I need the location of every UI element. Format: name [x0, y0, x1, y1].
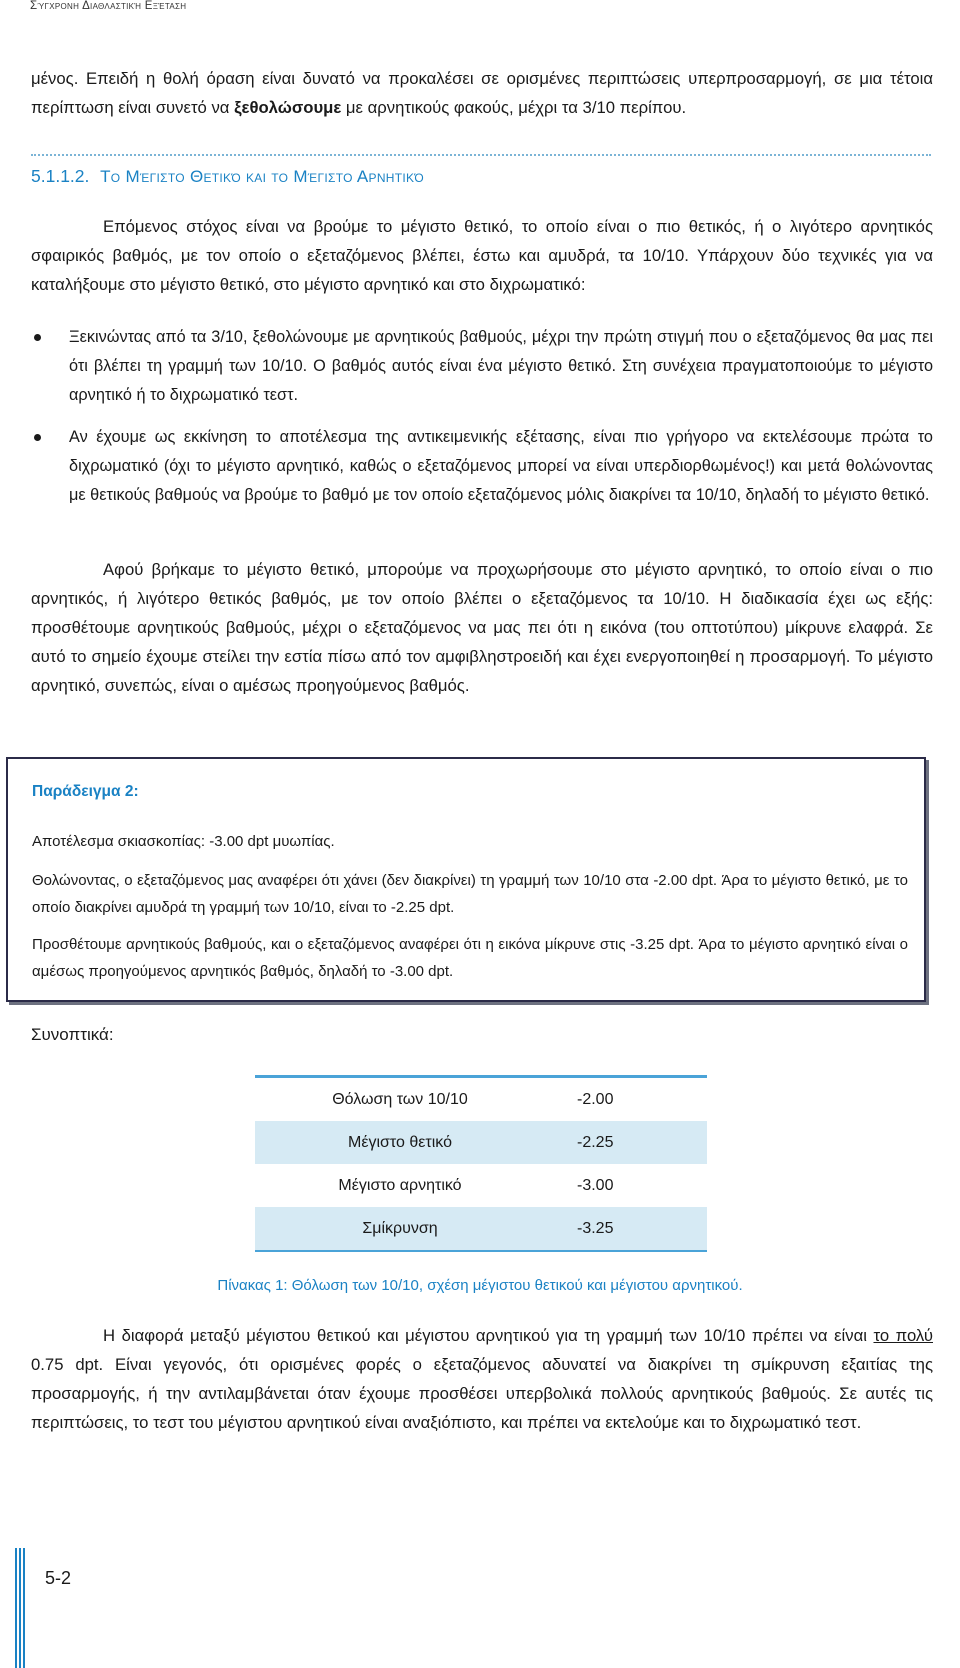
example-line-3: Προσθέτουμε αρνητικούς βαθμούς, και ο εξεταζόμενος αναφέρει ότι η εικόνα μίκρυνε στις -3.25 dpt. Άρα το μέγιστο αρνητικό είναι ο αμέσως προηγούμενος αρνητικός βαθμός, δηλαδή το -3.00 dpt. — [32, 936, 908, 980]
section-title: Το Μέγιστο Θετικό και το Μέγιστο Αρνητικό — [100, 167, 424, 186]
example-box — [6, 757, 926, 1002]
bullet-icon — [34, 334, 41, 341]
list-item-text: Ξεκινώντας από τα 3/10, ξεθολώνουμε με αρνητικούς βαθμούς, μέχρι την πρώτη στιγμή που ο εξεταζόμενος θα μας πει ότι βλέπει τη γραμμή των 10/10. Ο βαθμός αυτός είναι ένα μέγιστο θετικό. Στη συνέχεια πραγματοποιούμε το μέγιστο αρνητικό ή το διχρωματικό τεστ. — [69, 328, 933, 404]
table-cell-name: Θόλωση των 10/10 — [332, 1090, 468, 1108]
example-line-1: Αποτέλεσμα σκιασκοπίας: -3.00 dpt μυωπίας. — [32, 833, 335, 850]
table-cell-name: Μέγιστο αρνητικό — [338, 1176, 462, 1194]
paragraph-difference — [31, 1321, 933, 1437]
example-title: Παράδειγμα 2: — [32, 783, 139, 800]
list-item-text: Αν έχουμε ως εκκίνηση το αποτέλεσμα της αντικειμενικής εξέτασης, είναι πιο γρήγορο να εκτελέσουμε πρώτα το διχρωματικό (όχι το μέγιστο αρνητικό, καθώς ο εξεταζόμενος μπορεί να είναι υπερδιορθωμένος!) και μετά θολώνοντας με θετικούς βαθμούς να βρούμε το βαθμό με τον οποίο εξεταζόμενος μόλις διακρίνει τα 10/10, δηλαδή το μέγιστο θετικό. — [69, 428, 933, 504]
table-row — [255, 1077, 707, 1122]
table-row — [255, 1164, 707, 1207]
table-cell-value: -2.00 — [577, 1090, 614, 1108]
summary-table — [255, 1075, 707, 1252]
intro-paragraph — [31, 64, 933, 122]
table-row — [255, 1121, 707, 1164]
bullet-icon — [34, 434, 41, 441]
footer-decoration — [15, 1548, 35, 1668]
running-header: Σύγχρονη Διαθλαστική Εξέταση — [30, 0, 187, 12]
difference-text-end: 0.75 dpt. Είναι γεγονός, ότι ορισμένες φορές ο εξεταζόμενος αδυνατεί να διακρίνει τη σμίκρυνση εξαιτίας της προσαρμογής, ή την αντιλαμβάνεται όταν έχουμε προσθέσει υπερβολικά πολλούς αρνητικούς βαθμούς. Σε αυτές τις περιπτώσεις, το τεστ του μέγιστου αρνητικού είναι αναξιόπιστο, και πρέπει να εκτελούμε και το διχρωματικό τεστ. — [31, 1355, 933, 1432]
intro-bold-term: ξεθολώσουμε — [234, 98, 342, 117]
table-cell-value: -3.25 — [545, 1207, 707, 1251]
paragraph-maximum-negative: Αφού βρήκαμε το μέγιστο θετικό, μπορούμε να προχωρήσουμε στο μέγιστο αρνητικό, το οποίο είναι ο πιο αρνητικός, ή λιγότερο θετικός βαθμός, με τον οποίο βλέπει ο εξεταζόμενος τα 10/10. Η διαδικασία έχει ως εξής: προσθέτουμε αρνητικούς βαθμούς, μέχρι ο εξεταζόμενος να μας πει ότι η εικόνα (του οπτοτύπου) μίκρυνε ελαφρά. Σε αυτό το σημείο έχουμε στείλει την εστία πίσω από τον αμφιβληστροειδή και έχει ενεργοποιηθεί η προσαρμογή. Το μέγιστο αρνητικό, συνεπώς, είναι ο αμέσως προηγούμενος βαθμός. — [31, 560, 933, 695]
table-cell-value: -2.25 — [545, 1121, 707, 1164]
page-number: 5-2 — [45, 1568, 72, 1588]
technique-list — [31, 323, 933, 523]
section-heading — [31, 154, 931, 196]
table-cell-name: Μέγιστο θετικό — [255, 1121, 545, 1164]
section-number: 5.1.1.2. — [31, 166, 90, 186]
paragraph-maximum-positive: Επόμενος στόχος είναι να βρούμε το μέγιστο θετικό, το οποίο είναι ο πιο θετικός, ή ο λιγότερο αρνητικός σφαιρικός βαθμός, με τον οποίο ο εξεταζόμενος βλέπει, έστω και αμυδρά, τα 10/10. Υπάρχουν δύο τεχνικές για να καταλήξουμε στο μέγιστο θετικό, στο μέγιστο αρνητικό και στο διχρωματικό: — [31, 217, 933, 294]
example-line-2: Θολώνοντας, ο εξεταζόμενος μας αναφέρει ότι χάνει (δεν διακρίνει) τη γραμμή των 10/10 στα -2.00 dpt. Άρα το μέγιστο θετικό, με το οποίο διακρίνει αμυδρά τη γραμμή των 10/10, είναι το -2.25 dpt. — [32, 872, 908, 916]
intro-text-start: μένος. Επειδή η θολή όραση είναι δυνατό να προκαλέσει σε ορισμένες περιπτώσεις υπερπροσαρμογή, σε μια τέτοια περίπτωση είναι συνετό να — [31, 69, 933, 117]
table-cell-name: Σμίκρυνση — [255, 1207, 545, 1251]
summary-label: Συνοπτικά: — [31, 1025, 114, 1044]
table-cell-value: -3.00 — [577, 1176, 614, 1194]
difference-text-start: Η διαφορά μεταξύ μέγιστου θετικού και μέγιστου αρνητικού για τη γραμμή των 10/10 πρέπει να είναι — [103, 1326, 874, 1345]
table-row — [255, 1207, 707, 1251]
intro-text-end: με αρνητικούς φακούς, μέχρι τα 3/10 περίπου. — [341, 98, 687, 117]
underlined-term: το πολύ — [873, 1326, 933, 1345]
list-item — [31, 423, 933, 510]
table-caption: Πίνακας 1: Θόλωση των 10/10, σχέση μέγιστου θετικού και μέγιστου αρνητικού. — [217, 1277, 743, 1294]
list-item — [31, 323, 933, 410]
